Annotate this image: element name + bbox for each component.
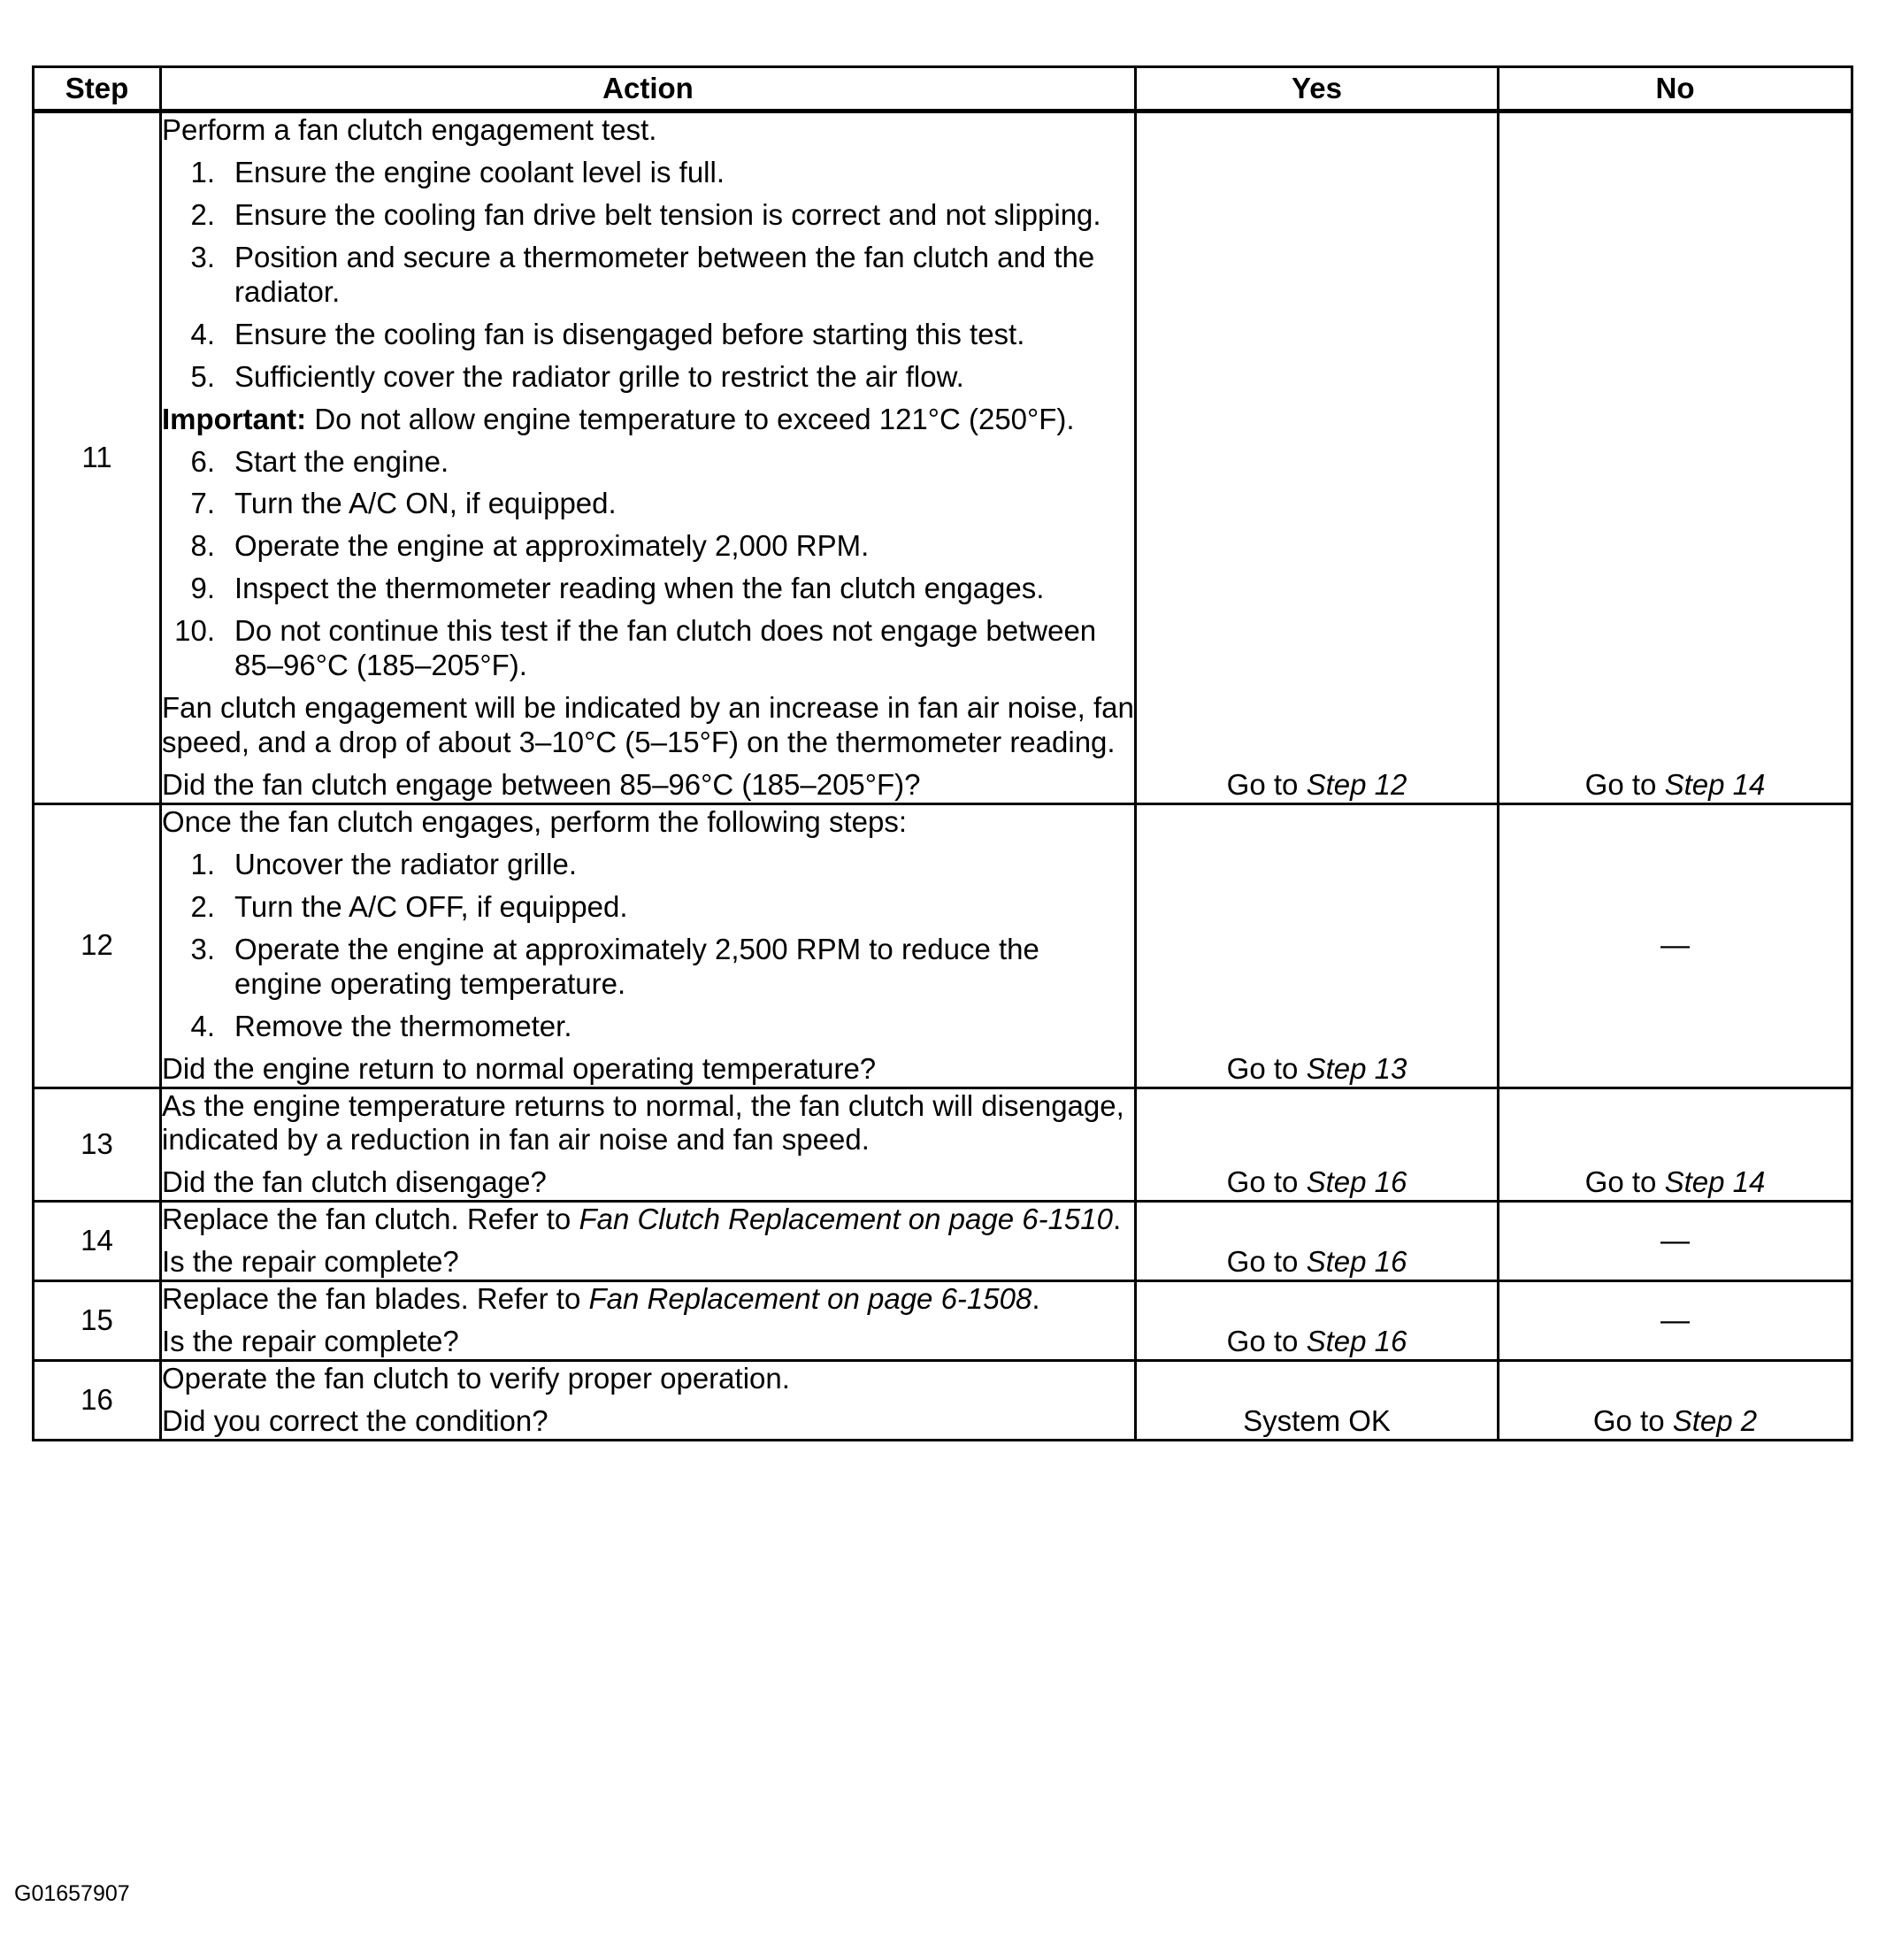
list-item bbox=[162, 156, 1134, 190]
step-number: 13 bbox=[34, 1088, 161, 1202]
no-dash: — bbox=[1660, 1224, 1690, 1257]
list-item bbox=[162, 360, 1134, 395]
item-number: 3. bbox=[190, 240, 215, 273]
step-row-12 bbox=[34, 803, 1852, 1088]
diagnostic-table bbox=[32, 65, 1853, 1441]
item-number: 8. bbox=[190, 529, 215, 563]
list-item bbox=[162, 890, 1134, 925]
item-text: Start the engine. bbox=[234, 444, 449, 478]
item-text: Uncover the radiator grille. bbox=[234, 847, 578, 880]
action-question: Did the fan clutch disengage? bbox=[162, 1165, 547, 1199]
yes-cell bbox=[1136, 1202, 1499, 1281]
action-intro: Perform a fan clutch engagement test. bbox=[162, 113, 657, 146]
action-text: As the engine temperature returns to normal, the fan clutch will disengage, indicated by a reduction in fan air noise and fan speed. bbox=[162, 1088, 1124, 1157]
important-label: Important: bbox=[162, 402, 307, 435]
item-text: Operate the engine at approximately 2,500 RPM to reduce the engine operating temperature. bbox=[234, 932, 1039, 1000]
step-number: 15 bbox=[34, 1281, 161, 1361]
no-cell bbox=[1499, 1361, 1852, 1441]
step-number: 12 bbox=[34, 803, 161, 1088]
yes-step-link[interactable]: Step 12 bbox=[1306, 768, 1407, 801]
no-prefix: Go to bbox=[1592, 1404, 1673, 1437]
item-text: Operate the engine at approximately 2,000 RPM. bbox=[234, 529, 870, 563]
procedure-list bbox=[162, 848, 1134, 1044]
yes-cell bbox=[1136, 1281, 1499, 1361]
action-text-suffix: . bbox=[1113, 1203, 1122, 1236]
yes-prefix: Go to bbox=[1226, 768, 1307, 801]
procedure-list bbox=[162, 156, 1134, 395]
no-cell bbox=[1499, 803, 1852, 1088]
no-dash: — bbox=[1660, 928, 1690, 962]
no-prefix: Go to bbox=[1584, 1165, 1665, 1199]
item-number: 1. bbox=[190, 847, 215, 880]
action-cell bbox=[161, 803, 1136, 1088]
item-text: Turn the A/C OFF, if equipped. bbox=[234, 889, 628, 923]
list-item bbox=[162, 614, 1134, 683]
yes-prefix: Go to bbox=[1226, 1165, 1307, 1199]
yes-cell bbox=[1136, 111, 1499, 804]
no-step-link[interactable]: Step 2 bbox=[1672, 1404, 1758, 1437]
item-number: 10. bbox=[174, 614, 215, 648]
item-text: Position and secure a thermometer between the fan clutch and the radiator. bbox=[234, 240, 1095, 308]
action-question: Did you correct the condition? bbox=[162, 1404, 548, 1437]
procedure-list bbox=[162, 445, 1134, 684]
header-row bbox=[34, 67, 1852, 111]
list-item bbox=[162, 933, 1134, 1002]
header-action: Action bbox=[161, 67, 1136, 111]
list-item bbox=[162, 1010, 1134, 1044]
list-item bbox=[162, 241, 1134, 310]
item-number: 9. bbox=[190, 572, 215, 605]
no-step-link[interactable]: Step 14 bbox=[1664, 1165, 1766, 1199]
yes-step-link[interactable]: Step 16 bbox=[1306, 1245, 1407, 1279]
item-number: 2. bbox=[190, 197, 215, 231]
item-number: 6. bbox=[190, 444, 215, 478]
yes-cell bbox=[1136, 803, 1499, 1088]
action-note: Fan clutch engagement will be indicated by an increase in fan air noise, fan speed, and a drop of about 3–10°C (5–15°F) on the thermometer reading. bbox=[162, 691, 1134, 759]
item-text: Ensure the cooling fan drive belt tension is correct and not slipping. bbox=[234, 197, 1101, 231]
step-number: 16 bbox=[34, 1361, 161, 1441]
item-text: Do not continue this test if the fan clutch does not engage between 85–96°C (185–205°F). bbox=[234, 614, 1097, 682]
yes-cell bbox=[1136, 1361, 1499, 1441]
list-item bbox=[162, 529, 1134, 564]
action-cell bbox=[161, 1088, 1136, 1202]
yes-step-link[interactable]: Step 13 bbox=[1306, 1051, 1407, 1085]
action-question: Did the fan clutch engage between 85–96°C (185–205°F)? bbox=[162, 768, 921, 801]
action-text-prefix: Replace the fan clutch. Refer to bbox=[162, 1203, 579, 1236]
list-item bbox=[162, 487, 1134, 521]
list-item bbox=[162, 572, 1134, 606]
item-text: Remove the thermometer. bbox=[234, 1009, 572, 1042]
action-question: Is the repair complete? bbox=[162, 1325, 459, 1358]
item-number: 5. bbox=[190, 359, 215, 393]
action-question: Did the engine return to normal operating temperature? bbox=[162, 1051, 877, 1085]
yes-step-link[interactable]: Step 16 bbox=[1306, 1165, 1407, 1199]
yes-result: System OK bbox=[1243, 1404, 1391, 1437]
list-item bbox=[162, 198, 1134, 233]
action-cell bbox=[161, 1361, 1136, 1441]
item-text: Ensure the cooling fan is disengaged before starting this test. bbox=[234, 317, 1025, 350]
no-cell bbox=[1499, 1202, 1852, 1281]
item-number: 4. bbox=[190, 1009, 215, 1042]
header-step: Step bbox=[34, 67, 161, 111]
action-text bbox=[162, 1282, 1134, 1317]
yes-prefix: Go to bbox=[1226, 1245, 1307, 1279]
header-no: No bbox=[1499, 67, 1852, 111]
step-row-13 bbox=[34, 1088, 1852, 1202]
header-yes: Yes bbox=[1136, 67, 1499, 111]
step-row-14 bbox=[34, 1202, 1852, 1281]
no-cell bbox=[1499, 1281, 1852, 1361]
list-item bbox=[162, 445, 1134, 480]
yes-step-link[interactable]: Step 16 bbox=[1306, 1325, 1407, 1358]
action-text-prefix: Replace the fan blades. Refer to bbox=[162, 1282, 589, 1316]
list-item bbox=[162, 848, 1134, 882]
important-text: Do not allow engine temperature to exceed 121°C (250°F). bbox=[306, 402, 1075, 435]
action-intro: Once the fan clutch engages, perform the following steps: bbox=[162, 804, 907, 838]
item-text: Sufficiently cover the radiator grille to restrict the air flow. bbox=[234, 359, 964, 393]
important-note bbox=[162, 403, 1134, 437]
item-text: Ensure the engine coolant level is full. bbox=[234, 155, 725, 188]
no-step-link[interactable]: Step 14 bbox=[1664, 768, 1766, 801]
figure-id: G01657907 bbox=[14, 1881, 130, 1906]
yes-prefix: Go to bbox=[1226, 1325, 1307, 1358]
action-cell bbox=[161, 1202, 1136, 1281]
list-item bbox=[162, 318, 1134, 352]
item-text: Inspect the thermometer reading when the fan clutch engages. bbox=[234, 572, 1045, 605]
action-cell bbox=[161, 1281, 1136, 1361]
action-text-suffix: . bbox=[1032, 1282, 1040, 1316]
yes-cell bbox=[1136, 1088, 1499, 1202]
item-number: 1. bbox=[190, 155, 215, 188]
action-text bbox=[162, 1203, 1134, 1237]
page-reference-link[interactable]: Fan Replacement on page 6-1508 bbox=[588, 1282, 1032, 1316]
item-number: 4. bbox=[190, 317, 215, 350]
action-question: Is the repair complete? bbox=[162, 1245, 459, 1279]
yes-prefix: Go to bbox=[1226, 1051, 1307, 1085]
action-cell bbox=[161, 111, 1136, 804]
action-text: Operate the fan clutch to verify proper operation. bbox=[162, 1362, 790, 1395]
page-reference-link[interactable]: Fan Clutch Replacement on page 6-1510 bbox=[579, 1203, 1113, 1236]
no-dash: — bbox=[1660, 1303, 1690, 1337]
step-row-15 bbox=[34, 1281, 1852, 1361]
no-prefix: Go to bbox=[1584, 768, 1665, 801]
item-number: 7. bbox=[190, 487, 215, 520]
item-number: 3. bbox=[190, 932, 215, 965]
step-row-16 bbox=[34, 1361, 1852, 1441]
step-number: 11 bbox=[34, 111, 161, 804]
step-row-11 bbox=[34, 111, 1852, 804]
no-cell bbox=[1499, 1088, 1852, 1202]
item-number: 2. bbox=[190, 889, 215, 923]
no-cell bbox=[1499, 111, 1852, 804]
step-number: 14 bbox=[34, 1202, 161, 1281]
item-text: Turn the A/C ON, if equipped. bbox=[234, 487, 617, 520]
